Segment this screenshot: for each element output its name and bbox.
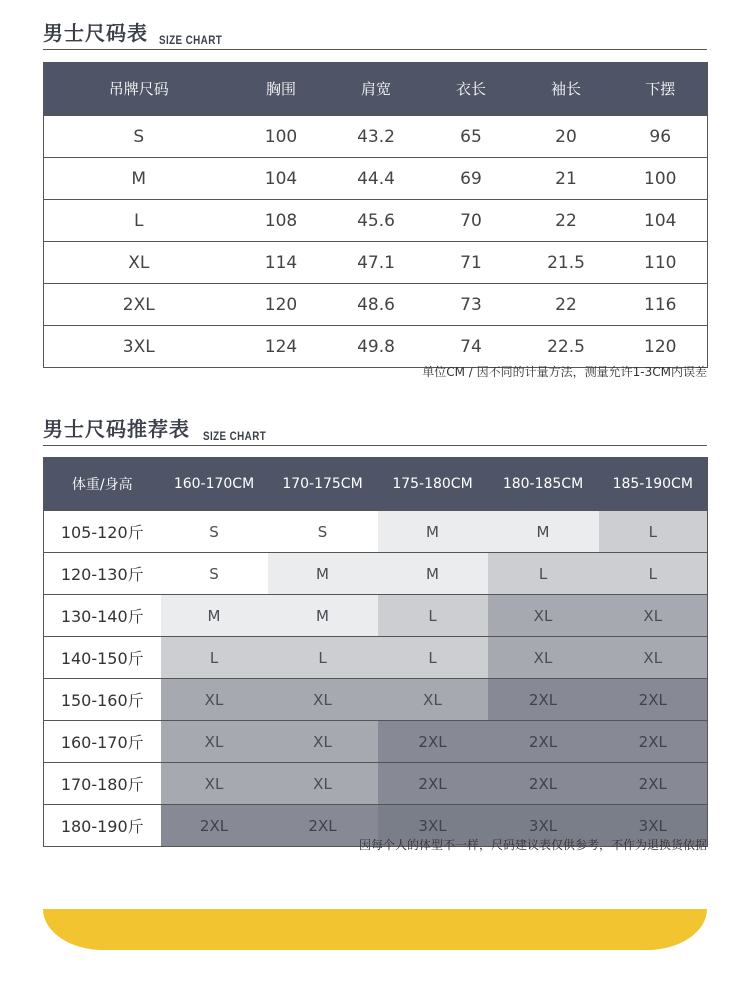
- table-row: [44, 116, 708, 158]
- table-row: [44, 679, 708, 721]
- size-cell: 2XL: [488, 679, 599, 721]
- footer-bar: [43, 909, 707, 950]
- recommendation-table: [43, 457, 708, 847]
- table-row: [44, 721, 708, 763]
- size-cell: S: [161, 511, 268, 553]
- column-header: 胸围: [234, 62, 329, 116]
- size-cell: L: [599, 553, 708, 595]
- column-header: 吊牌尺码: [44, 62, 234, 116]
- size-cell: 2XL: [161, 805, 268, 847]
- table-row: [44, 595, 708, 637]
- table-cell: 48.6: [329, 284, 424, 326]
- table-cell: 69: [424, 158, 519, 200]
- weight-label: 180-190斤: [44, 805, 161, 847]
- size-cell: L: [378, 637, 488, 679]
- table-cell: XL: [44, 242, 234, 284]
- section-title-cn: 男士尺码表: [43, 21, 148, 45]
- size-cell: L: [161, 637, 268, 679]
- size-cell: XL: [268, 679, 378, 721]
- table-cell: 44.4: [329, 158, 424, 200]
- size-cell: 2XL: [488, 763, 599, 805]
- size-cell: M: [268, 553, 378, 595]
- column-header: 肩宽: [329, 62, 424, 116]
- size-cell: XL: [268, 721, 378, 763]
- size-cell: M: [378, 511, 488, 553]
- table-cell: 22: [519, 200, 614, 242]
- size-cell: M: [378, 553, 488, 595]
- table-cell: 120: [234, 284, 329, 326]
- size-cell: XL: [161, 721, 268, 763]
- section-title-en: SIZE CHART: [159, 33, 223, 47]
- size-cell: S: [161, 553, 268, 595]
- table-cell: 108: [234, 200, 329, 242]
- table-row: [44, 637, 708, 679]
- table-cell: 110: [614, 242, 708, 284]
- table-row: [44, 553, 708, 595]
- table-row: [44, 200, 708, 242]
- table-cell: 70: [424, 200, 519, 242]
- weight-label: 150-160斤: [44, 679, 161, 721]
- table-cell: 100: [234, 116, 329, 158]
- table-cell: 65: [424, 116, 519, 158]
- column-header: 170-175CM: [268, 457, 378, 511]
- weight-label: 160-170斤: [44, 721, 161, 763]
- size-cell: 2XL: [378, 763, 488, 805]
- measurement-note: 单位CM / 因不同的计量方法，测量允许1-3CM内误差: [422, 365, 707, 379]
- table-row: [44, 242, 708, 284]
- size-cell: 2XL: [599, 721, 708, 763]
- size-cell: L: [599, 511, 708, 553]
- table-cell: 3XL: [44, 326, 234, 368]
- size-cell: 2XL: [599, 763, 708, 805]
- size-cell: XL: [599, 595, 708, 637]
- size-cell: XL: [378, 679, 488, 721]
- table-cell: 22.5: [519, 326, 614, 368]
- recommendation-table-header: [44, 457, 708, 511]
- column-header: 袖长: [519, 62, 614, 116]
- column-header: 160-170CM: [161, 457, 268, 511]
- section-title-cn: 男士尺码推荐表: [43, 417, 190, 441]
- recommendation-title: [43, 405, 707, 446]
- table-cell: 116: [614, 284, 708, 326]
- weight-label: 130-140斤: [44, 595, 161, 637]
- size-cell: 3XL: [378, 805, 488, 847]
- table-cell: 49.8: [329, 326, 424, 368]
- table-cell: 21: [519, 158, 614, 200]
- weight-label: 170-180斤: [44, 763, 161, 805]
- table-cell: 2XL: [44, 284, 234, 326]
- size-cell: XL: [488, 637, 599, 679]
- table-row: [44, 763, 708, 805]
- size-chart-title: [43, 9, 707, 50]
- weight-label: 105-120斤: [44, 511, 161, 553]
- size-cell: XL: [599, 637, 708, 679]
- size-cell: 2XL: [488, 721, 599, 763]
- size-cell: XL: [161, 679, 268, 721]
- table-cell: 104: [234, 158, 329, 200]
- size-table-header: [44, 62, 708, 116]
- column-header: 185-190CM: [599, 457, 708, 511]
- table-row: [44, 511, 708, 553]
- size-cell: 2XL: [268, 805, 378, 847]
- table-cell: 74: [424, 326, 519, 368]
- weight-label: 140-150斤: [44, 637, 161, 679]
- column-header: 175-180CM: [378, 457, 488, 511]
- table-cell: 114: [234, 242, 329, 284]
- size-cell: M: [268, 595, 378, 637]
- size-cell: XL: [488, 595, 599, 637]
- table-cell: 45.6: [329, 200, 424, 242]
- table-cell: 124: [234, 326, 329, 368]
- size-cell: L: [268, 637, 378, 679]
- table-cell: 73: [424, 284, 519, 326]
- column-header: 体重/身高: [44, 457, 161, 511]
- size-table: [43, 62, 708, 368]
- table-cell: 21.5: [519, 242, 614, 284]
- size-cell: 3XL: [599, 805, 708, 847]
- size-cell: M: [161, 595, 268, 637]
- column-header: 下摆: [614, 62, 708, 116]
- table-cell: M: [44, 158, 234, 200]
- table-cell: 120: [614, 326, 708, 368]
- disclaimer-note: 因每个人的体型不一样，尺码建议表仅供参考，不作为退换货依据: [358, 838, 707, 852]
- size-cell: L: [488, 553, 599, 595]
- weight-label: 120-130斤: [44, 553, 161, 595]
- column-header: 180-185CM: [488, 457, 599, 511]
- size-cell: M: [488, 511, 599, 553]
- table-cell: 20: [519, 116, 614, 158]
- size-cell: XL: [268, 763, 378, 805]
- table-cell: 43.2: [329, 116, 424, 158]
- table-cell: 47.1: [329, 242, 424, 284]
- table-cell: S: [44, 116, 234, 158]
- size-cell: 2XL: [378, 721, 488, 763]
- table-row: [44, 284, 708, 326]
- table-cell: 71: [424, 242, 519, 284]
- table-cell: 22: [519, 284, 614, 326]
- table-row: [44, 158, 708, 200]
- table-row: [44, 326, 708, 368]
- size-cell: XL: [161, 763, 268, 805]
- table-cell: 100: [614, 158, 708, 200]
- section-title-en: SIZE CHART: [203, 429, 267, 443]
- size-cell: 3XL: [488, 805, 599, 847]
- table-cell: 104: [614, 200, 708, 242]
- column-header: 衣长: [424, 62, 519, 116]
- table-cell: L: [44, 200, 234, 242]
- size-cell: 2XL: [599, 679, 708, 721]
- size-cell: S: [268, 511, 378, 553]
- table-cell: 96: [614, 116, 708, 158]
- size-cell: L: [378, 595, 488, 637]
